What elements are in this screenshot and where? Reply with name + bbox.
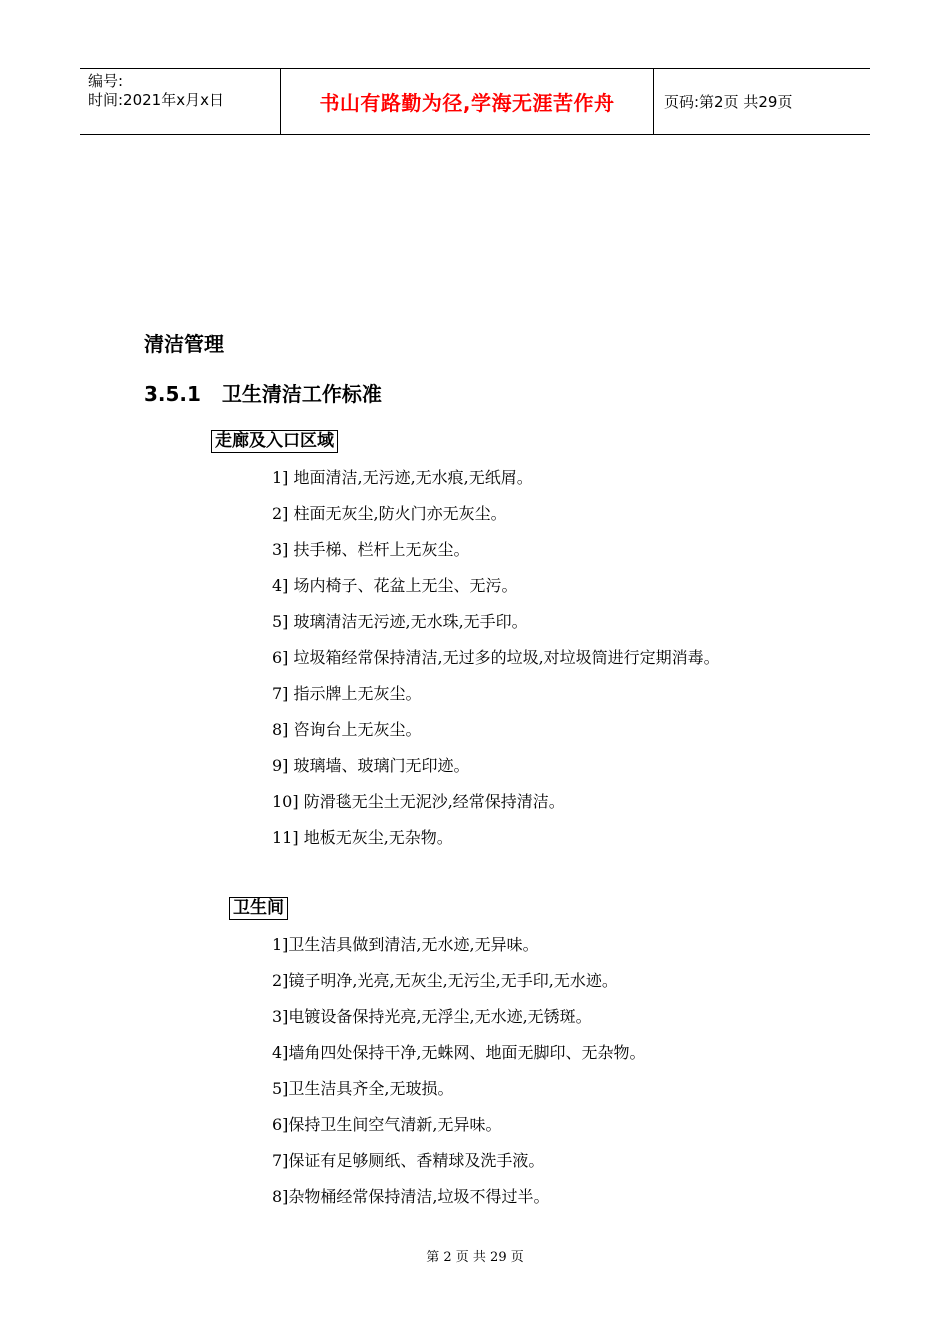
list-item: 6] 垃圾箱经常保持清洁,无过多的垃圾,对垃圾筒进行定期消毒。 <box>272 648 720 667</box>
header-page-info: 页码:第2页 共29页 <box>664 93 793 111</box>
list-item: 6]保持卫生间空气清新,无异味。 <box>272 1115 502 1134</box>
list-item: 2]镜子明净,光亮,无灰尘,无污尘,无手印,无水迹。 <box>272 971 618 990</box>
list-item: 5]卫生洁具齐全,无玻损。 <box>272 1079 454 1098</box>
list-item: 8]杂物桶经常保持清洁,垃圾不得过半。 <box>272 1187 550 1206</box>
list-item: 8] 咨询台上无灰尘。 <box>272 720 422 739</box>
restroom-heading: 卫生间 <box>229 897 288 920</box>
list-item: 7] 指示牌上无灰尘。 <box>272 684 422 703</box>
list-item: 5] 玻璃清洁无污迹,无水珠,无手印。 <box>272 612 528 631</box>
list-item: 3] 扶手梯、栏杆上无灰尘。 <box>272 540 470 559</box>
list-item: 4] 场内椅子、花盆上无尘、无污。 <box>272 576 518 595</box>
list-item: 3]电镀设备保持光亮,无浮尘,无水迹,无锈斑。 <box>272 1007 592 1026</box>
section-title: 清洁管理 <box>144 332 224 356</box>
page-header <box>80 68 870 135</box>
page-footer: 第 2 页 共 29 页 <box>426 1250 524 1265</box>
subsection-title: 3.5.1 卫生清洁工作标准 <box>144 382 382 406</box>
document-number-label: 编号: <box>88 72 124 90</box>
list-item: 11] 地板无灰尘,无杂物。 <box>272 828 453 847</box>
header-meta <box>80 69 281 134</box>
list-item: 1]卫生洁具做到清洁,无水迹,无异味。 <box>272 935 539 954</box>
list-item: 4]墙角四处保持干净,无蛛网、地面无脚印、无杂物。 <box>272 1043 646 1062</box>
header-motto: 书山有路勤为径,学海无涯苦作舟 <box>281 69 654 134</box>
list-item: 10] 防滑毯无尘土无泥沙,经常保持清洁。 <box>272 792 565 811</box>
list-item: 2] 柱面无灰尘,防火门亦无灰尘。 <box>272 504 507 523</box>
list-item: 1] 地面清洁,无污迹,无水痕,无纸屑。 <box>272 468 533 487</box>
document-time-label: 时间:2021年x月x日 <box>88 91 224 109</box>
list-item: 7]保证有足够厕纸、香精球及洗手液。 <box>272 1151 545 1170</box>
list-item: 9] 玻璃墙、玻璃门无印迹。 <box>272 756 470 775</box>
corridor-entrance-heading: 走廊及入口区域 <box>211 430 338 453</box>
restroom-list <box>272 933 646 1221</box>
corridor-entrance-list <box>272 466 720 862</box>
